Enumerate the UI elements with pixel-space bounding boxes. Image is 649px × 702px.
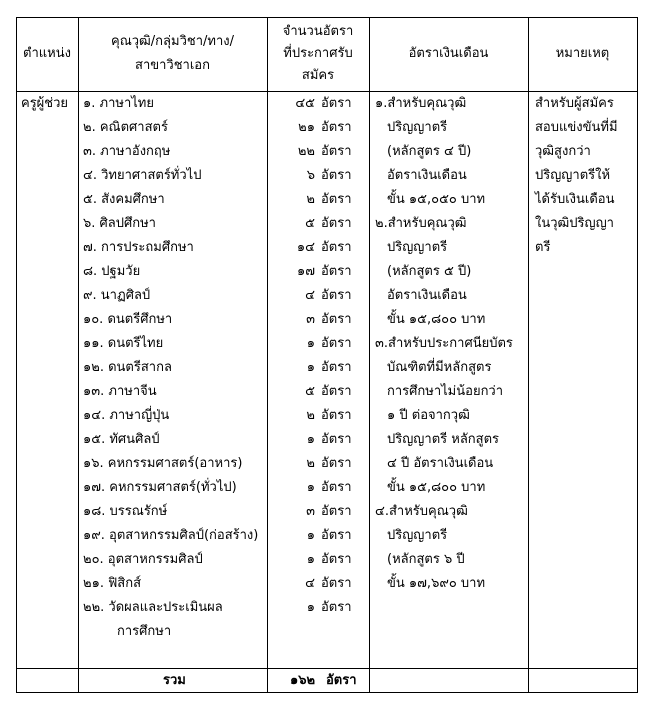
table-top-border: [16, 17, 638, 18]
salary-line: บัณฑิตที่มีหลักสูตร: [387, 360, 492, 375]
subject-item: ๒๑. ฟิสิกส์: [83, 576, 142, 591]
count-value: ๒: [306, 192, 315, 207]
count-unit: อัตรา: [321, 408, 352, 423]
remarks-line: ปริญญาตรีให้: [535, 168, 611, 183]
subject-item: ๑๓. ภาษาจีน: [83, 384, 157, 399]
column-border: [16, 17, 17, 692]
count-value: ๖: [306, 168, 315, 183]
remarks-line: ในวุฒิปริญญา: [535, 216, 614, 231]
salary-line: ปริญญาตรี: [387, 240, 448, 255]
count-unit: อัตรา: [321, 216, 352, 231]
total-unit: อัตรา: [326, 673, 357, 688]
count-unit: อัตรา: [321, 528, 352, 543]
column-border: [78, 17, 79, 692]
count-unit: อัตรา: [321, 600, 352, 615]
count-unit: อัตรา: [321, 456, 352, 471]
salary-line: ปริญญาตรี: [387, 120, 448, 135]
header-salary: อัตราเงินเดือน: [408, 46, 489, 61]
count-value: ๕: [305, 384, 315, 399]
count-unit: อัตรา: [321, 240, 352, 255]
position-name: ครูผู้ช่วย: [21, 96, 69, 111]
count-value: ๑: [306, 600, 315, 615]
salary-line: ๔ ปี อัตราเงินเดือน: [387, 456, 494, 471]
total-label: รวม: [163, 673, 186, 688]
salary-line: ปริญญาตรี หลักสูตร: [387, 432, 500, 447]
count-unit: อัตรา: [321, 576, 352, 591]
header-count-line2: ที่ประกาศรับ: [283, 46, 353, 61]
total-count: ๑๖๒: [290, 673, 316, 688]
count-value: ๑: [306, 552, 315, 567]
count-value: ๑: [306, 360, 315, 375]
subject-item: ๔. วิทยาศาสตร์ทั่วไป: [83, 168, 202, 183]
count-value: ๑: [306, 528, 315, 543]
salary-line: ๒.สำหรับคุณวุฒิ: [375, 216, 467, 231]
count-unit: อัตรา: [321, 480, 352, 495]
subject-item: ๑๖. คหกรรมศาสตร์(อาหาร): [83, 456, 243, 471]
count-unit: อัตรา: [321, 144, 352, 159]
subject-item-continuation: การศึกษา: [117, 624, 172, 639]
column-border: [267, 17, 268, 692]
count-value: ๒๑: [298, 120, 315, 135]
salary-line: ๓.สำหรับประกาศนียบัตร: [375, 336, 513, 351]
count-unit: อัตรา: [321, 168, 352, 183]
remarks-line: วุฒิสูงกว่า: [535, 144, 591, 159]
header-bottom-border: [16, 91, 638, 92]
remarks-line: ตรี: [535, 240, 551, 255]
count-unit: อัตรา: [321, 384, 352, 399]
count-unit: อัตรา: [321, 264, 352, 279]
count-value: ๓: [306, 312, 315, 327]
header-count: จำนวนอัตรา: [282, 24, 354, 39]
count-value: ๔: [305, 576, 315, 591]
salary-line: ขั้น ๑๕,๘๐๐ บาท: [387, 480, 486, 495]
count-value: ๕: [305, 216, 315, 231]
salary-line: ๑ ปี ต่อจากวุฒิ: [387, 408, 470, 423]
header-remarks: หมายเหตุ: [555, 46, 610, 61]
count-value: ๑: [306, 480, 315, 495]
salary-line: ขั้น ๑๕,๘๐๐ บาท: [387, 312, 486, 327]
count-unit: อัตรา: [321, 288, 352, 303]
subject-item: ๑๕. ทัศนศิลป์: [83, 432, 160, 447]
salary-line: ๔.สำหรับคุณวุฒิ: [375, 504, 468, 519]
header-count-line3: สมัคร: [301, 68, 335, 83]
count-unit: อัตรา: [321, 192, 352, 207]
salary-line: ขั้น ๑๗,๖๙๐ บาท: [387, 576, 486, 591]
salary-line: ขั้น ๑๕,๐๕๐ บาท: [387, 192, 486, 207]
count-unit: อัตรา: [321, 336, 352, 351]
count-value: ๑๗: [296, 264, 315, 279]
salary-line: การศึกษาไม่น้อยกว่า: [387, 384, 504, 399]
subject-item: ๕. สังคมศึกษา: [83, 192, 165, 207]
salary-line: อัตราเงินเดือน: [387, 168, 467, 183]
salary-line: ๑.สำหรับคุณวุฒิ: [375, 96, 467, 111]
column-border: [528, 17, 529, 692]
subject-item: ๑๑. ดนตรีไทย: [83, 336, 164, 351]
count-value: ๑: [306, 336, 315, 351]
salary-line: ปริญญาตรี: [387, 528, 448, 543]
count-value: ๔: [305, 288, 315, 303]
subject-item: ๒๒. วัดผลและประเมินผล: [83, 600, 223, 615]
column-border: [637, 17, 638, 692]
remarks-line: ได้รับเงินเดือน: [535, 192, 615, 207]
count-value: ๔๕: [295, 96, 315, 111]
subject-item: ๙. นาฏศิลป์: [83, 288, 151, 303]
subject-item: ๑๙. อุตสาหกรรมศิลป์(ก่อสร้าง): [83, 528, 259, 543]
subject-item: ๒. คณิตศาสตร์: [83, 120, 168, 135]
header-qualification: คุณวุฒิ/กลุ่มวิชา/ทาง/: [111, 34, 234, 49]
count-unit: อัตรา: [321, 552, 352, 567]
count-value: ๒: [306, 408, 315, 423]
count-value: ๑: [306, 432, 315, 447]
salary-line: (หลักสูตร ๔ ปี): [387, 144, 472, 159]
remarks-line: สอบแข่งขันที่มี: [535, 120, 618, 135]
count-unit: อัตรา: [321, 120, 352, 135]
subject-item: ๑๘. บรรณรักษ์: [83, 504, 168, 519]
count-unit: อัตรา: [321, 96, 352, 111]
subject-item: ๑๔. ภาษาญี่ปุ่น: [83, 408, 170, 423]
count-value: ๒: [306, 456, 315, 471]
count-unit: อัตรา: [321, 360, 352, 375]
header-position: ตำแหน่ง: [23, 46, 71, 61]
salary-line: (หลักสูตร ๖ ปี: [387, 552, 465, 567]
subject-item: ๓. ภาษาอังกฤษ: [83, 144, 171, 159]
subject-item: ๗. การประถมศึกษา: [83, 240, 194, 255]
remarks-line: สำหรับผู้สมัคร: [535, 96, 614, 111]
salary-line: อัตราเงินเดือน: [387, 288, 467, 303]
count-value: ๑๔: [296, 240, 315, 255]
subject-item: ๑๐. ดนตรีศึกษา: [83, 312, 173, 327]
count-unit: อัตรา: [321, 504, 352, 519]
count-value: ๒๒: [297, 144, 315, 159]
count-value: ๓: [306, 504, 315, 519]
subject-item: ๒๐. อุตสาหกรรมศิลป์: [83, 552, 203, 567]
subject-item: ๑๒. ดนตรีสากล: [83, 360, 172, 375]
count-unit: อัตรา: [321, 312, 352, 327]
subject-item: ๖. ศิลปศึกษา: [83, 216, 156, 231]
header-qualification-line2: สาขาวิชาเอก: [135, 58, 210, 73]
subject-item: ๑. ภาษาไทย: [83, 96, 154, 111]
total-row-border: [16, 668, 638, 669]
subject-item: ๑๗. คหกรรมศาสตร์(ทั่วไป): [83, 480, 237, 495]
column-border: [369, 17, 370, 692]
count-unit: อัตรา: [321, 432, 352, 447]
salary-line: (หลักสูตร ๕ ปี): [387, 264, 472, 279]
subject-item: ๘. ปฐมวัย: [83, 264, 141, 279]
